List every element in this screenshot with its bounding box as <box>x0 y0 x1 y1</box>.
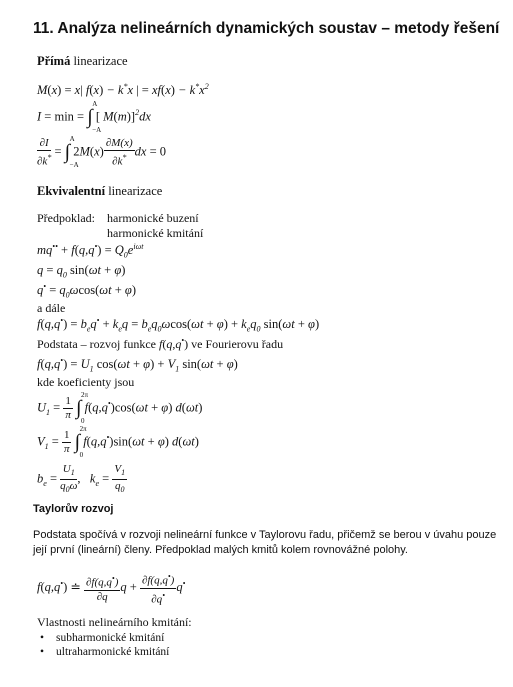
a-dale-text: a dále <box>37 301 66 315</box>
taylor-paragraph: Podstata spočívá v rozvoji nelineární funkce v Taylorovu řadu, přičemž se berou v úvahu pouze její první (lineární) členy. Předpoklad malých kmitů kolem rovnovážné polohy. <box>33 529 497 556</box>
list-item: • ultraharmonické kmitání <box>40 645 169 659</box>
equation-11: $b_e$ = $\frac{U_1}{q_0\omega}$ , $k_e$ = $\frac{V_1}{q_0}$ <box>37 463 126 495</box>
vlastnosti-text: Vlastnosti nelineárního kmitání: <box>37 615 192 629</box>
list-item: • subharmonické kmitání <box>40 631 169 645</box>
equation-12: f(q,q•) ≐ $\frac{\partial f(q,q^•)}{\partial q}$ q + $\frac{\partial f(q,q^•)}{\partial q^•}$ q• <box>37 572 186 606</box>
section-ekvivalentni-linearizace: Ekvivalentní linearizace <box>37 184 163 198</box>
predpoklad-label: Předpoklad: <box>37 211 95 225</box>
predpoklad-buzeni: harmonické buzení <box>107 211 199 225</box>
equation-3: $\frac{\partial I}{\partial k^*}$ = ∫ A −A 2M(x) $\frac{\partial M(x)}{\partial k^*}$ dx = 0 <box>37 135 167 170</box>
equation-9: $U_1$ = $\frac{1}{\pi}$ ∫ 2π 0 f(q,q•)cos(ωt + φ) d(ωt) <box>37 391 203 425</box>
kde-koeficienty-text: kde koeficienty jsou <box>37 375 135 389</box>
equation-4: $mq^{••} + f(q,q^•) = Q_0e^{i\omega t}$ <box>37 242 144 260</box>
properties-list <box>40 631 169 659</box>
section-prima-linearizace: Přímá linearizace <box>37 54 128 68</box>
equation-7: $f(q,q^•) = b_eq^• + k_eq = b_eq_0\omega\cos(\omega t + \varphi) + k_eq_0$ sin(ωt + φ) <box>37 316 320 334</box>
equation-2: I = min = ∫ A −A [ M(m)]$^2$dx <box>37 100 151 134</box>
page-title: 11. Analýza nelineárních dynamických soustav – metody řešení <box>33 20 500 37</box>
equation-5: $q = q_0$ sin(ωt + φ) <box>37 263 126 280</box>
predpoklad-kmitani: harmonické kmitání <box>107 226 204 240</box>
podstata-line: Podstata – rozvoj funkce f(q,q•) ve Fourierovu řadu <box>37 336 284 351</box>
equation-6: $q^• = q_0\omega\cos(\omega t + \varphi)$ <box>37 282 136 300</box>
section-tayloruv-rozvoj: Taylorův rozvoj <box>33 503 114 515</box>
equation-1: M(x) = x| f(x) − k*x | = $xf(x) - k^*x^2$ <box>37 82 209 98</box>
equation-8: $f(q,q^•) = U_1$ $\cos(\omega t + \varphi) + V_1$ sin(ωt + φ) <box>37 356 238 374</box>
equation-10: $V_1$ = $\frac{1}{\pi}$ ∫ 2π 0 f(q,q•)sin(ωt + φ) d(ωt) <box>37 425 199 459</box>
